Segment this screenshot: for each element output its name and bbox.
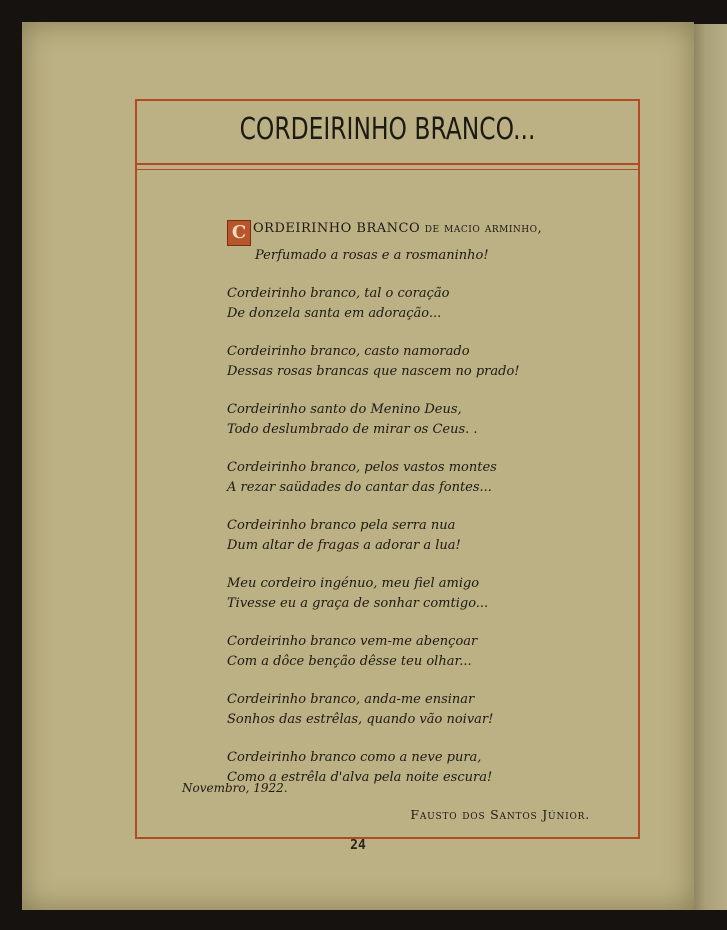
stanza [227,219,627,266]
poem-line: Dum altar de fragas a adorar a lua! [227,538,461,553]
first-line-text: ORDEIRINHO BRANCO de macio arminho, [253,221,543,236]
title-rule-thin [137,169,638,170]
next-page-edge [694,24,727,910]
poem-line: Cordeirinho branco, anda-me ensinar [227,692,475,707]
stanza [227,516,627,556]
poem-line: Perfumado a rosas e a rosmaninho! [255,248,489,263]
stanza [227,690,627,730]
page-number: 24 [350,838,366,853]
book-page [22,22,694,910]
poem-line: Cordeirinho santo do Menino Deus, [227,402,462,417]
drop-cap: C [227,220,251,246]
poem-line: Sonhos das estrêlas, quando vão noivar! [227,712,494,727]
poem-date: Novembro, 1922. [182,781,288,795]
poem-frame [135,99,640,839]
poem-line: Cordeirinho branco, tal o coração [227,286,450,301]
stanza [227,574,627,614]
poem-line: Com a dôce benção dêsse teu olhar... [227,654,472,669]
poem-line: Cordeirinho branco como a neve pura, [227,750,482,765]
poem-line: Cordeirinho branco vem-me abençoar [227,634,478,649]
stanza [227,342,627,382]
stanza [227,458,627,498]
poem-line: Cordeirinho branco pela serra nua [227,518,456,533]
poem-body [227,219,627,806]
poem-line: Dessas rosas brancas que nascem no prado! [227,364,520,379]
poem-line: De donzela santa em adoração... [227,306,442,321]
title-rule [137,163,638,165]
poem-line: Como a estrêla d'alva pela noite escura! [227,770,493,785]
poem-line: A rezar saüdades do cantar das fontes... [227,480,492,495]
stanza [227,400,627,440]
poem-line: Tivesse eu a graça de sonhar comtigo... [227,596,489,611]
poem-title: CORDEIRINHO BRANCO... [239,112,536,147]
stanza [227,284,627,324]
poem-line: Todo deslumbrado de mirar os Ceus. . [227,422,478,437]
poem-line: Cordeirinho branco, pelos vastos montes [227,460,497,475]
poem-line [227,219,627,246]
poem-line: Cordeirinho branco, casto namorado [227,344,470,359]
stanza [227,632,627,672]
poem-author: Fausto dos Santos Júnior. [410,807,590,822]
poem-line: Meu cordeiro ingénuo, meu fiel amigo [227,576,480,591]
